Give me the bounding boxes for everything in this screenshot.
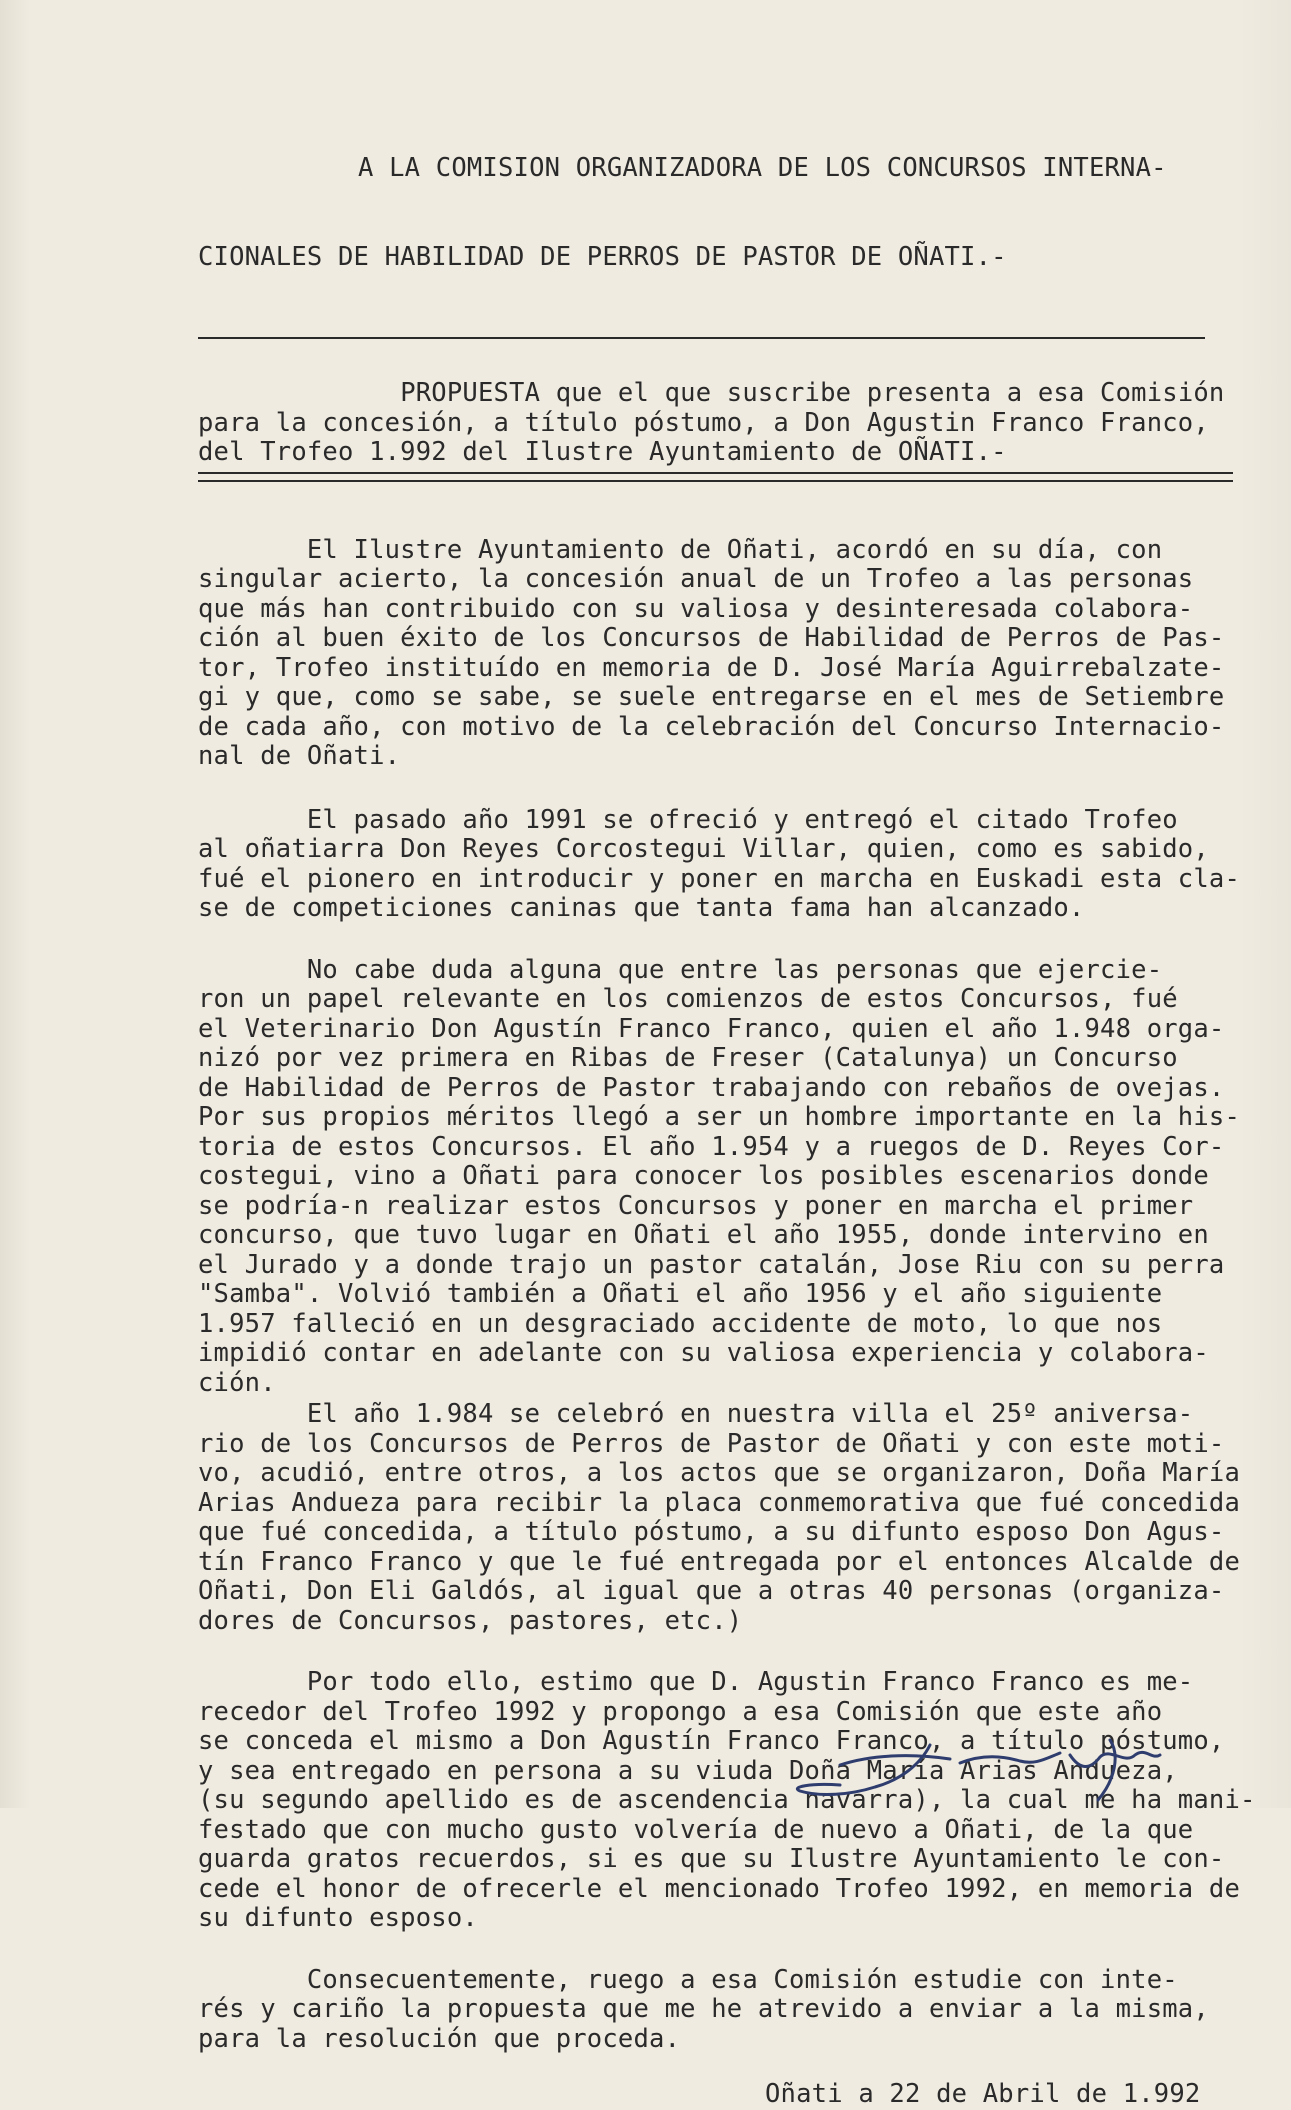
paragraph-4 [198,1400,1258,1636]
proposal-indent [198,378,400,408]
paragraph-2 [198,806,1258,924]
paragraph-line: fué el pionero en introducir y poner en marcha en Euskadi esta cla- [198,863,1241,894]
paragraph-line: Arias Andueza para recibir la placa conmemorativa que fué concedida [198,1487,1241,1518]
paragraph-line: que más han contribuido con su valiosa y desinteresada colabora- [198,593,1194,624]
paragraph-line: Por todo ello, estimo que D. Agustin Franco Franco es me- [198,1667,1194,1697]
paragraph-line: rio de los Concursos de Perros de Pastor de Oñati y con este moti- [198,1428,1225,1459]
signature-scribble [780,1725,1210,1808]
paragraph-line: que fué concedida, a título póstumo, a su difunto esposo Don Agus- [198,1517,1225,1547]
paragraph-line: El Ilustre Ayuntamiento de Oñati, acordó en su día, con [198,534,1163,565]
paragraph-line: el Veterinario Don Agustín Franco Franco, quien el año 1.948 orga- [198,1013,1225,1044]
paragraph-line: de cada año, con motivo de la celebración del Concurso Internacio- [198,711,1225,742]
heading-underline [198,337,1205,339]
paragraph-line: singular acierto, la concesión anual de un Trofeo a las personas [198,564,1194,594]
paragraph-line: guarda gratos recuerdos, si es que su Ilustre Ayuntamiento le con- [198,1844,1225,1874]
paragraph-1 [198,536,1258,772]
paragraph-line: nal de Oñati. [198,741,401,771]
paragraph-line: y sea entregado en persona a su viuda Doña María Arias Andueza, [198,1755,1178,1786]
paragraph-line: toria de estos Concursos. El año 1.954 y a ruegos de D. Reyes Cor- [198,1131,1225,1162]
paragraph-line: se conceda el mismo a Don Agustín Franco Franco, a título póstumo, [198,1726,1225,1756]
paragraph-line: cede el honor de ofrecerle el mencionado Trofeo 1992, en memoria de [198,1873,1241,1904]
paragraph-line: recedor del Trofeo 1992 y propongo a esa Comisión que este año [198,1696,1163,1727]
paragraph-line: 1.957 falleció en un desgraciado accidente de moto, lo que nos [198,1308,1163,1339]
paragraph-line: su difunto esposo. [198,1903,478,1933]
paragraph-line: Oñati, Don Eli Galdós, al igual que a otras 40 personas (organiza- [198,1576,1225,1606]
paragraph-line: rés y cariño la propuesta que me he atrevido a enviar a la misma, [198,1994,1209,2024]
place-date-line: Oñati a 22 de Abril de 1.992 [765,2079,1201,2109]
heading-line-1: A LA COMISION ORGANIZADORA DE LOS CONCURSOS INTERNA- [358,153,1167,183]
handwritten-signature [780,1725,1210,1808]
paragraph-line: (su segundo apellido es de ascendencia navarra), la cual me ha mani- [198,1785,1256,1815]
proposal-line-3: del Trofeo 1.992 del Ilustre Ayuntamiento de OÑATI.- [198,437,1007,467]
paragraph-line: ción. [198,1367,276,1398]
proposal-double-rule [198,472,1233,482]
paragraph-line: El año 1.984 se celebró en nuestra villa el 25º aniversa- [198,1399,1194,1429]
paragraph-line: impidió contar en adelante con su valiosa experiencia y colabora- [198,1338,1209,1368]
letter-heading [198,95,1258,331]
paragraph-line: festado que con mucho gusto volvería de nuevo a Oñati, de la que [198,1814,1194,1845]
paragraph-line: concurso, que tuvo lugar en Oñati el año 1955, donde intervino en [198,1220,1209,1250]
paragraph-line: se de competiciones caninas que tanta fama han alcanzado. [198,893,1085,923]
paragraph-line: costegui, vino a Oñati para conocer los posibles escenarios donde [198,1161,1209,1191]
paragraph-line: de Habilidad de Perros de Pastor trabajando con rebaños de ovejas. [198,1072,1225,1103]
paragraph-line: No cabe duda alguna que entre las personas que ejercie- [198,954,1163,985]
paragraph-line: nizó por vez primera en Ribas de Freser (Catalunya) un Concurso [198,1043,1178,1073]
paragraph-line: vo, acudió, entre otros, a los actos que se organizaron, Doña María [198,1458,1241,1488]
paragraph-line: gi y que, como se sabe, se suele entregarse en el mes de Setiembre [198,682,1225,712]
paragraph-line: "Samba". Volvió también a Oñati el año 1956 y el año siguiente [198,1279,1163,1309]
paragraph-line: dores de Concursos, pastores, etc.) [198,1605,743,1636]
paragraph-line: ron un papel relevante en los comienzos de estos Concursos, fué [198,984,1178,1014]
paragraph-line: para la resolución que proceda. [198,2023,681,2054]
proposal-line-1-rest: que el que suscribe presenta a esa Comisión [540,378,1225,408]
paragraph-line: tor, Trofeo instituído en memoria de D. José María Aguirrebalzate- [198,652,1225,683]
paragraph-3 [198,956,1258,1399]
heading-line-2: CIONALES DE HABILIDAD DE PERROS DE PASTOR DE OÑATI.- [198,241,1007,272]
paragraph-line: el Jurado y a donde trajo un pastor catalán, Jose Riu con su perra [198,1249,1225,1280]
paragraph-line: ción al buen éxito de los Concursos de Habilidad de Perros de Pas- [198,623,1225,653]
paragraph-line: tín Franco Franco y que le fué entregada por el entonces Alcalde de [198,1546,1241,1577]
paragraph-line: El pasado año 1991 se ofreció y entregó el citado Trofeo [198,804,1178,835]
paragraph-line: Por sus propios méritos llegó a ser un hombre importante en la his- [198,1102,1241,1132]
paragraph-line: Consecuentemente, ruego a esa Comisión estudie con inte- [198,1964,1178,1995]
paragraph-6 [198,1966,1258,2055]
paragraph-line: al oñatiarra Don Reyes Corcostegui Villar, quien, como es sabido, [198,834,1209,864]
paragraph-line: se podría-n realizar estos Concursos y poner en marcha el primer [198,1190,1194,1221]
proposal-line-2: para la concesión, a título póstumo, a Don Agustin Franco Franco, [198,407,1209,438]
proposal-lead-word: PROPUESTA [400,378,541,408]
proposal-block [198,379,1258,468]
